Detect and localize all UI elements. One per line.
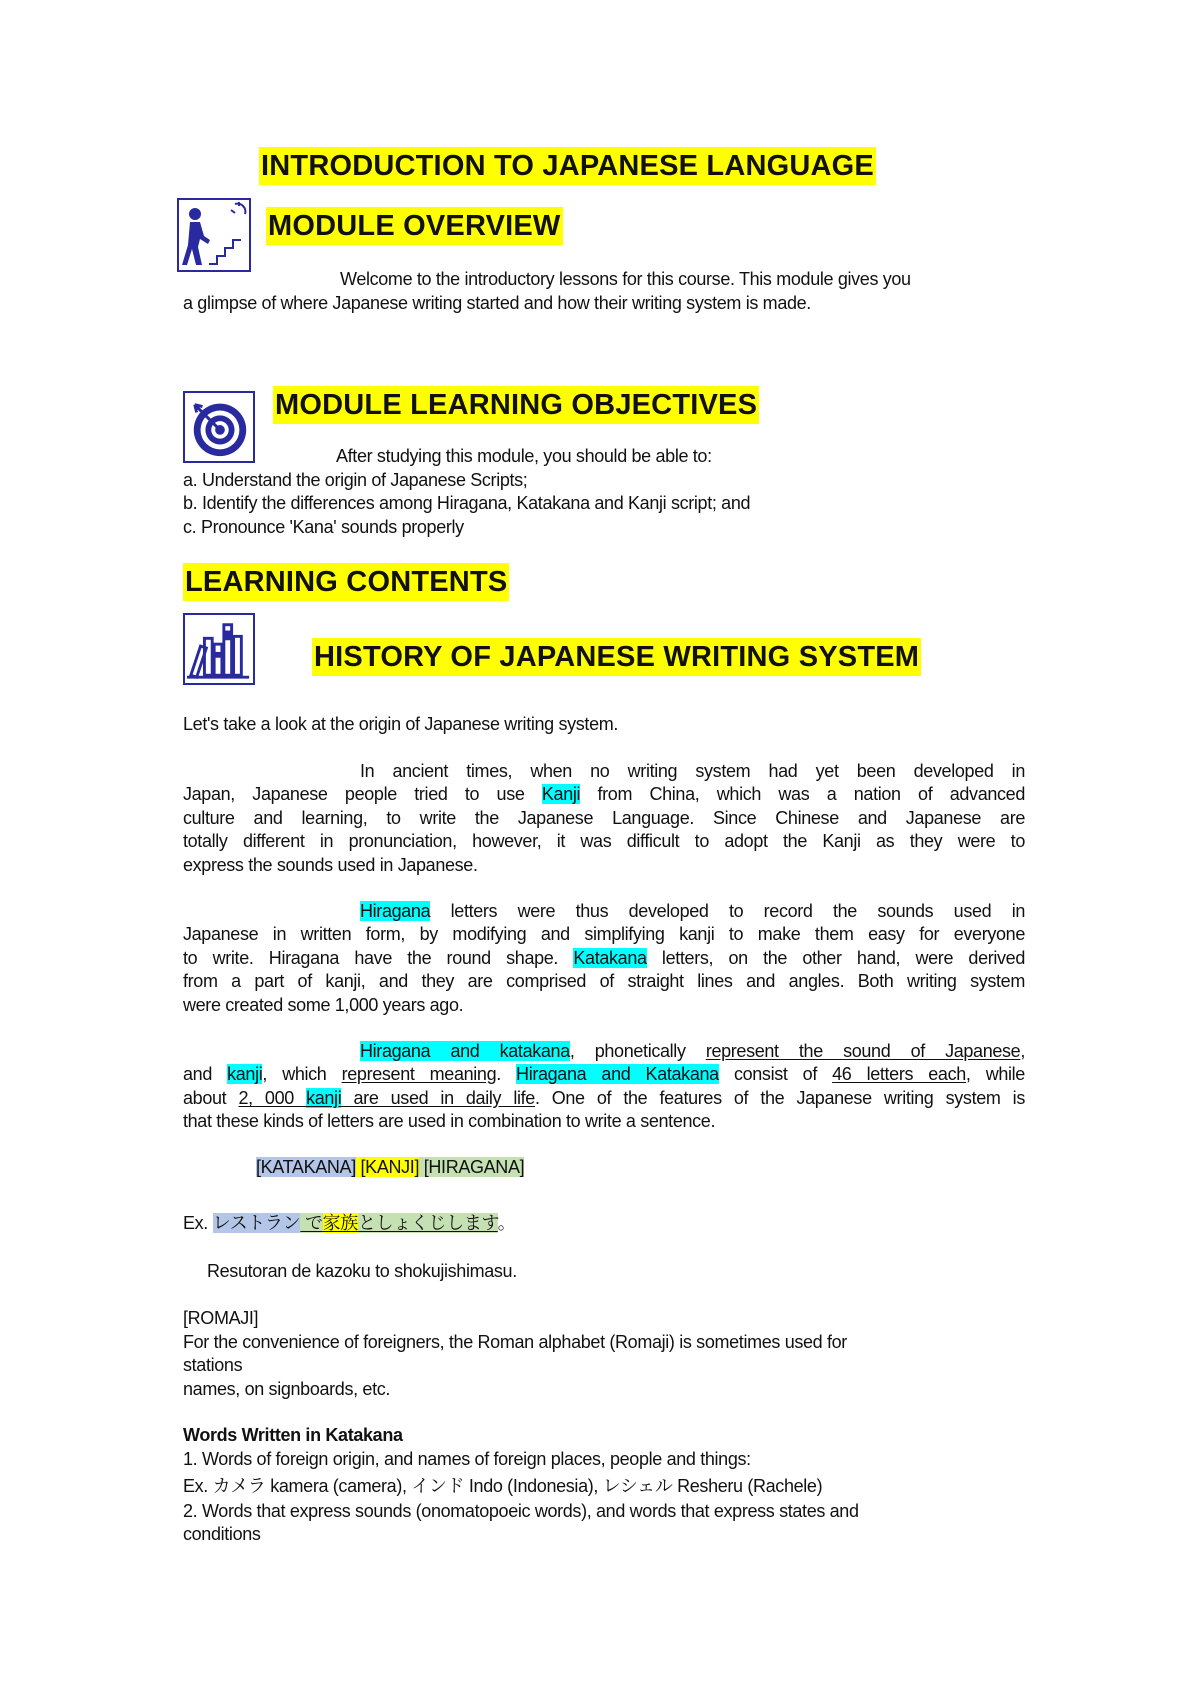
text-run: to write. Hiragana have the round shape. [183, 948, 574, 968]
paragraph-line [183, 922, 1025, 946]
romaji-text: For the convenience of foreigners, the Roman alphabet (Romaji) is sometimes used for [183, 1332, 847, 1352]
objective-item: a. Understand the origin of Japanese Scripts; [183, 470, 528, 490]
text-run: that these kinds of letters are used in combination to write a sentence. [183, 1111, 716, 1131]
katakana-heading: Words Written in Katakana [183, 1425, 403, 1445]
text-run: , which [262, 1064, 342, 1084]
module-overview-heading: MODULE OVERVIEW [266, 207, 563, 245]
highlighted-term: としょくじします [357, 1213, 498, 1233]
text-run: , [1020, 1041, 1025, 1061]
romaji-text: names, on signboards, etc. [183, 1379, 391, 1399]
paragraph-line [183, 1062, 1025, 1086]
history-heading: HISTORY OF JAPANESE WRITING SYSTEM [312, 638, 921, 676]
overview-text: a glimpse of where Japanese writing started and how their writing system is made. [183, 293, 811, 313]
text-run: In ancient times, when no writing system had yet been developed in [360, 761, 1025, 781]
text-run: totally different in pronunciation, however, it was difficult to adopt the Kanji as they were to [183, 831, 1025, 851]
objectives-intro: After studying this module, you should be able to: [336, 446, 712, 466]
objective-item: b. Identify the differences among Hiragana, Katakana and Kanji script; and [183, 493, 751, 513]
overview-text: Welcome to the introductory lessons for this course. This module gives you [340, 269, 911, 289]
books-icon [183, 613, 255, 685]
text-run: consist of [718, 1064, 833, 1084]
romaji-text: stations [183, 1355, 243, 1375]
example-sentence [183, 1211, 515, 1235]
text-run: about [183, 1088, 239, 1108]
text-run: letters were thus developed to record the sounds used in [430, 901, 1025, 921]
objectives-heading: MODULE LEARNING OBJECTIVES [273, 386, 759, 424]
text-run: Japan, Japanese people tried to use [183, 784, 542, 804]
document-title: INTRODUCTION TO JAPANESE LANGUAGE [259, 147, 876, 185]
paragraph-line [183, 993, 1025, 1017]
paragraph-line [360, 759, 1025, 783]
text-run: Japanese in written form, by modifying and simplifying kanji to make them easy for everyone [183, 924, 1025, 944]
katakana-text: 2. Words that express sounds (onomatopoeic words), and words that express states and [183, 1501, 859, 1521]
underlined-text: 2, 000 [238, 1088, 307, 1108]
paragraph-line [360, 1039, 1025, 1063]
text-run: from China, which was a nation of advanced [580, 784, 1025, 804]
highlighted-term: [KATAKANA] [256, 1157, 356, 1177]
paragraph-line [183, 1086, 1025, 1110]
paragraph-line [183, 782, 1025, 806]
highlighted-term: Hiragana and Katakana [516, 1064, 719, 1084]
katakana-text: Ex. カメラ kamera (camera), インド Indo (Indonesia), レシェル Resheru (Rachele) [183, 1476, 823, 1496]
underlined-text: 46 letters each [832, 1064, 966, 1084]
highlighted-term: Hiragana [360, 901, 431, 921]
paragraph-line [183, 969, 1025, 993]
objective-item: c. Pronounce 'Kana' sounds properly [183, 517, 464, 537]
underlined-text: represent the sound of Japanese [705, 1041, 1021, 1061]
paragraph-line [183, 806, 1025, 830]
text-run: 。 [497, 1213, 516, 1233]
katakana-text: 1. Words of foreign origin, and names of foreign places, people and things: [183, 1449, 751, 1469]
text-run: and [183, 1064, 228, 1084]
paragraph-line [183, 853, 1025, 877]
target-icon [183, 391, 255, 463]
paragraph-line [183, 829, 1025, 853]
script-legend [256, 1155, 524, 1179]
highlighted-term: 家族 [322, 1213, 358, 1233]
highlighted-term: レストラン [212, 1213, 301, 1233]
text-run: , while [965, 1064, 1025, 1084]
text-run: , phonetically [569, 1041, 706, 1061]
text-run: . [496, 1064, 517, 1084]
text-run: letters, on the other hand, were derived [646, 948, 1025, 968]
text-run: culture and learning, to write the Japanese Language. Since Chinese and Japanese are [183, 808, 1025, 828]
text-run: express the sounds used in Japanese. [183, 855, 478, 875]
underlined-text: are used in daily life [341, 1088, 535, 1108]
highlighted-term: [HIRAGANA] [419, 1157, 525, 1177]
katakana-text: conditions [183, 1524, 261, 1544]
romaji-heading: [ROMAJI] [183, 1308, 259, 1328]
underlined-text: represent meaning [341, 1064, 497, 1084]
highlighted-term: Kanji [541, 784, 581, 804]
paragraph-line [183, 1109, 1025, 1133]
text-run: . One of the features of the Japanese writing system is [534, 1088, 1025, 1108]
text-run: from a part of kanji, and they are comprised of straight lines and angles. Both writing system [183, 971, 1025, 991]
highlighted-term: [KANJI] [355, 1157, 420, 1177]
highlighted-term: で [300, 1213, 323, 1233]
learning-contents-heading: LEARNING CONTENTS [183, 563, 509, 601]
highlighted-term: Hiragana and katakana [360, 1041, 570, 1061]
lead-text: Let's take a look at the origin of Japanese writing system. [183, 714, 619, 734]
text-run: Ex. [183, 1213, 213, 1233]
highlighted-term: kanji [306, 1088, 342, 1108]
text-run: were created some 1,000 years ago. [183, 995, 464, 1015]
romaji-reading: Resutoran de kazoku to shokujishimasu. [207, 1261, 517, 1281]
highlighted-term: Katakana [573, 948, 647, 968]
paragraph-line [183, 946, 1025, 970]
stairs-climber-icon [177, 198, 251, 272]
highlighted-term: kanji [227, 1064, 263, 1084]
paragraph-line [360, 899, 1025, 923]
